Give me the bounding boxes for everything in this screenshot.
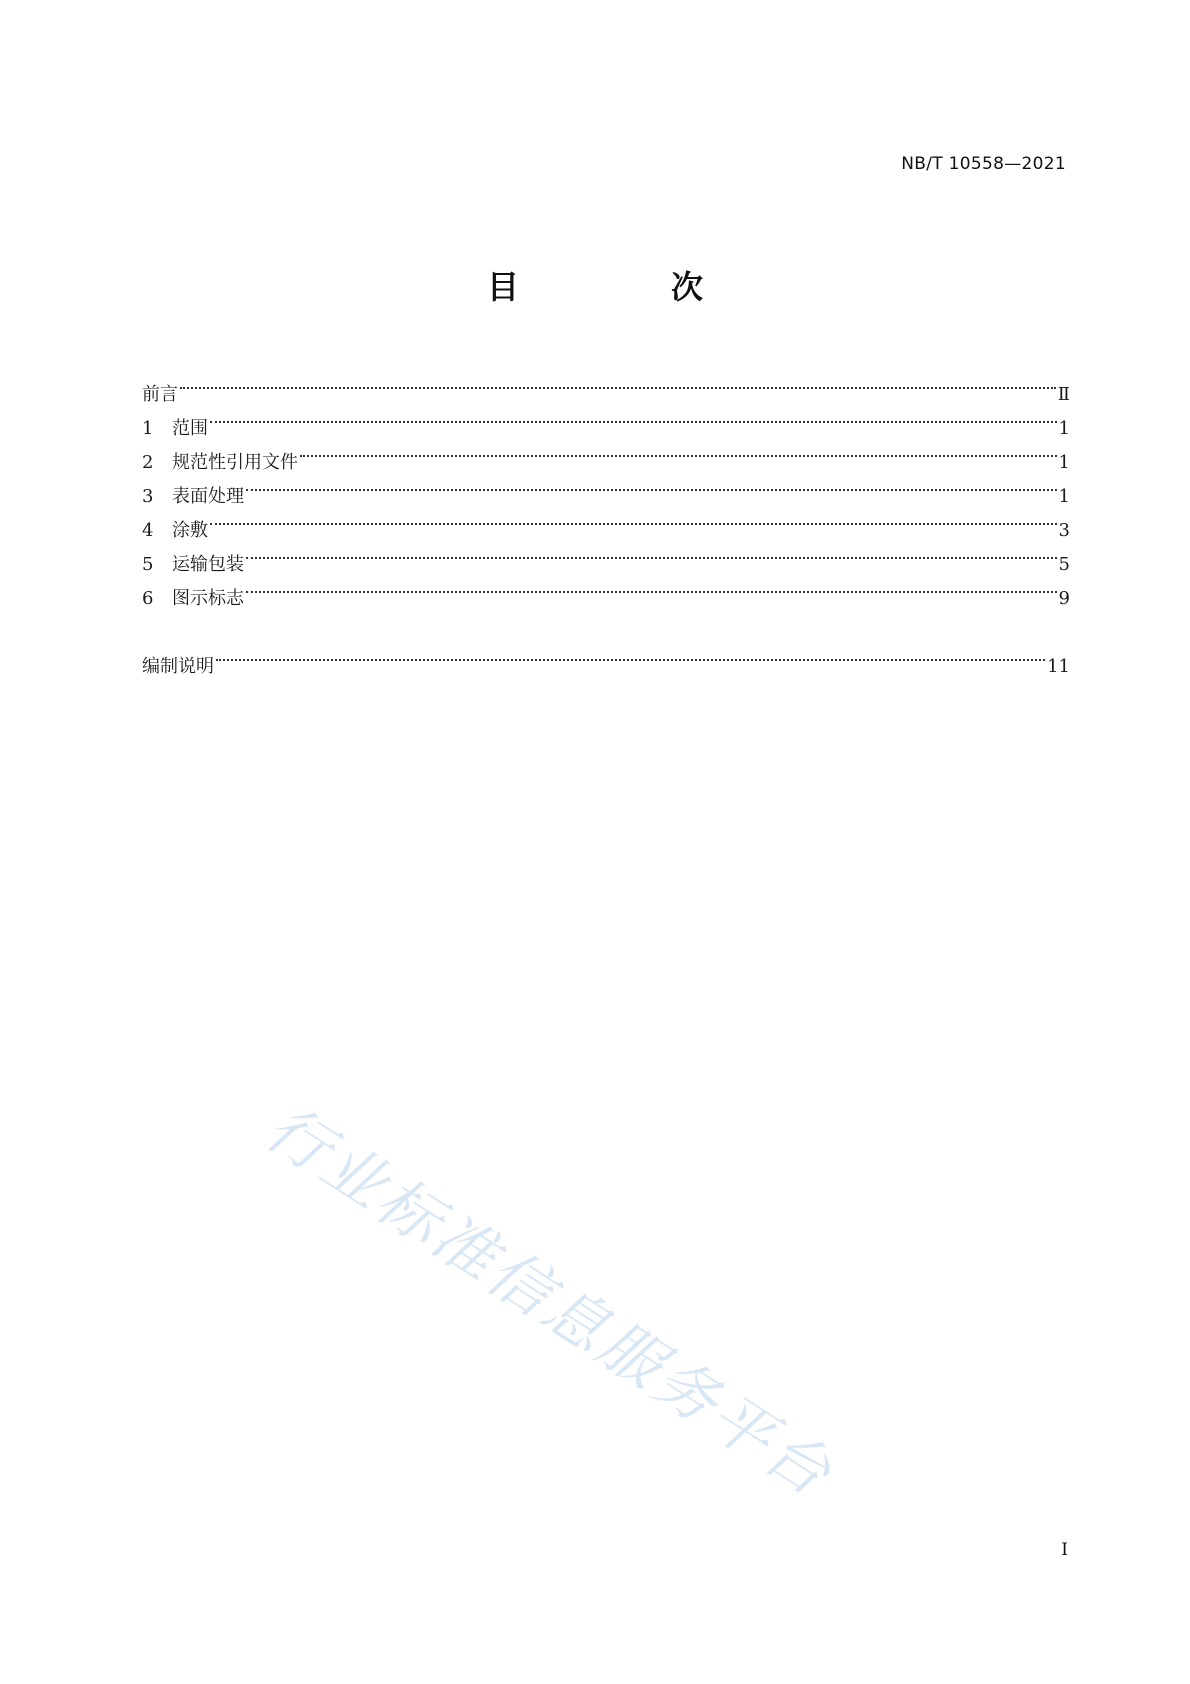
toc-entry-page: 9 — [1058, 588, 1070, 609]
toc-entry-label: 前言 — [142, 384, 178, 405]
toc-leader-dots — [246, 570, 1057, 604]
toc-entry-number: 5 — [142, 554, 154, 575]
toc-entry-label: 编制说明 — [142, 656, 214, 677]
toc-entry-1[interactable] — [142, 400, 1070, 439]
toc-entry-number: 4 — [142, 520, 154, 541]
toc-entry-6[interactable] — [142, 570, 1070, 609]
toc-entry-label: 涂敷 — [172, 520, 208, 541]
toc-entry-label: 表面处理 — [172, 486, 244, 507]
toc-entry-number: 3 — [142, 486, 154, 507]
toc-leader-dots — [246, 468, 1057, 502]
toc-entry-number: 1 — [142, 418, 154, 439]
toc-leader-dots — [300, 434, 1057, 468]
toc-leader-dots — [210, 400, 1057, 434]
toc-entry-page: 1 — [1058, 486, 1070, 507]
toc-entry-page: 3 — [1058, 520, 1070, 541]
toc-entry-label: 范围 — [172, 418, 208, 439]
page-number: I — [1061, 1540, 1068, 1560]
toc-entry-page: 1 — [1058, 418, 1070, 439]
toc-entry-3[interactable] — [142, 468, 1070, 507]
toc-entry-label: 图示标志 — [172, 588, 244, 609]
toc-entry-number: 2 — [142, 452, 154, 473]
toc-entry-4[interactable] — [142, 502, 1070, 541]
toc-entry-label: 运输包装 — [172, 554, 244, 575]
toc-entry-page: Ⅱ — [1057, 384, 1070, 405]
toc-leader-dots — [216, 638, 1045, 672]
toc-leader-dots — [180, 366, 1056, 400]
toc-entry-2[interactable] — [142, 434, 1070, 473]
watermark: 行业标准信息服务平台 — [253, 1090, 847, 1512]
toc-entry-page: 11 — [1047, 656, 1070, 677]
toc-entry-explanation[interactable] — [142, 638, 1070, 677]
toc-entry-label: 规范性引用文件 — [172, 452, 298, 473]
toc-entry-foreword[interactable] — [142, 366, 1070, 405]
toc-entry-number: 6 — [142, 588, 154, 609]
document-code: NB/T 10558—2021 — [901, 154, 1066, 174]
toc-leader-dots — [210, 502, 1057, 536]
toc-entry-page: 1 — [1058, 452, 1070, 473]
toc-leader-dots — [246, 536, 1057, 570]
page-title: 目 次 — [486, 268, 763, 306]
table-of-contents — [142, 366, 1070, 677]
toc-entry-page: 5 — [1058, 554, 1070, 575]
toc-entry-5[interactable] — [142, 536, 1070, 575]
